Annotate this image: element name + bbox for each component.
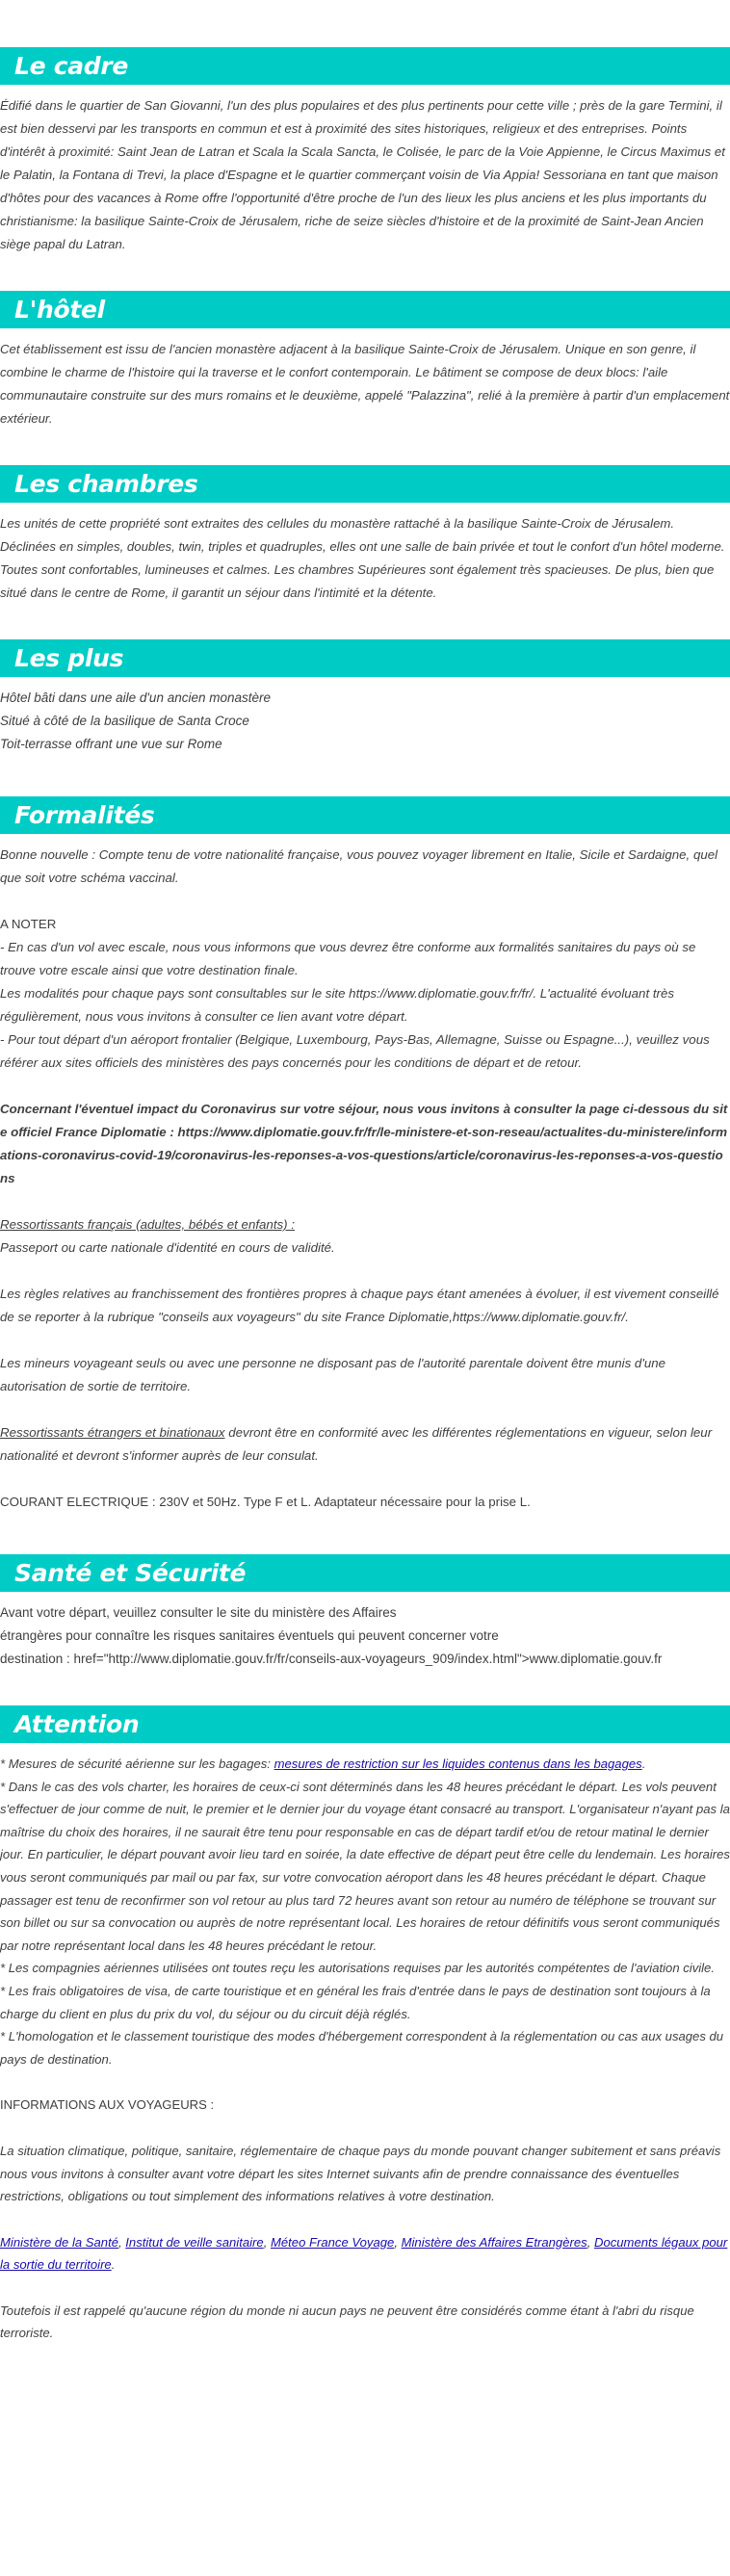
section-header-bar — [0, 291, 730, 328]
links-end: . — [111, 2257, 116, 2273]
sante-line: Avant votre départ, veuillez consulter le site du ministère des Affaires — [0, 1605, 397, 1620]
formalites-regles: Les règles relatives au franchissement des frontières propres à chaque pays étant amenées à évoluer, il est vivement conseillé de se reporter à la rubrique "conseils aux voyageurs" du site France Diplomatie,https://www.diplomatie.gouv.fr/. — [0, 1287, 719, 1324]
formalites-courant: COURANT ELECTRIQUE : 230V et 50Hz. Type F et L. Adaptateur nécessaire pour la prise L. — [0, 1495, 531, 1509]
section-header-bar — [0, 1705, 730, 1743]
section-content — [0, 834, 730, 1514]
link-sante[interactable]: Ministère de la Santé — [0, 2234, 119, 2250]
bagages-link[interactable]: mesures de restriction sur les liquides contenus dans les bagages — [274, 1756, 642, 1771]
formalites-passeport: Passeport ou carte nationale d'identité en cours de validité. — [0, 1240, 335, 1255]
formalites-mineurs: Les mineurs voyageant seuls ou avec une personne ne disposant pas de l'autorité parentale doivent être munis d'une autorisation de sortie de territoire. — [0, 1356, 666, 1393]
link-affaires[interactable]: Ministère des Affaires Etrangères — [401, 2234, 587, 2250]
attention-links — [0, 2231, 730, 2277]
sante-line: destination : href="http://www.diplomatie.gouv.fr/fr/conseils-aux-voyageurs_909/index.html">www.diplomatie.gouv.fr — [0, 1652, 663, 1666]
section-sante — [0, 1554, 730, 1671]
section-header-bar — [0, 465, 730, 503]
section-title: Attention — [14, 1710, 140, 1738]
link-separator: , — [118, 2234, 126, 2250]
link-separator: , — [394, 2234, 402, 2250]
section-formalites — [0, 796, 730, 1514]
plus-item: Situé à côté de la basilique de Santa Croce — [0, 714, 249, 728]
link-separator: , — [587, 2234, 594, 2250]
chambres-text: Les unités de cette propriété sont extraites des cellules du monastère rattaché à la basilique Sainte-Croix de Jérusalem. Déclinées en simples, doubles, twin, triples et quadruples, elles ont une salle de bain privée et tout le confort d'un hôtel moderne. Toutes sont confortables, lumineuses et calmes. Les chambres Supérieures sont également très spacieuses. De plus, bien que situé dans le centre de Rome, il garantit un séjour dans l'intimité et la détente. — [0, 516, 725, 600]
formalites-note2: Les modalités pour chaque pays sont consultables sur le site https://www.diplomatie.gouv.fr/fr/. L'actualité évoluant très régulièrement, nous vous invitons à consulter ce lien avant votre départ. — [0, 986, 675, 1024]
formalites-intro: Bonne nouvelle : Compte tenu de votre nationalité française, vous pouvez voyager librement en Italie, Sicile et Sardaigne, quel que soit votre schéma vaccinal. — [0, 847, 718, 885]
bagages-end: . — [641, 1756, 646, 1771]
attention-toutefois: Toutefois il est rappelé qu'aucune région du monde ni aucun pays ne peuvent être considérés comme étant à l'abri du risque terroriste. — [0, 2303, 694, 2341]
section-content — [0, 503, 730, 605]
section-title: Formalités — [14, 801, 155, 829]
section-content — [0, 85, 730, 256]
bagages-text: * Mesures de sécurité aérienne sur les bagages: — [0, 1756, 274, 1771]
section-title: Le cadre — [14, 52, 129, 80]
section-attention — [0, 1705, 730, 2345]
section-content — [0, 677, 730, 756]
section-header-bar — [0, 796, 730, 834]
formalites-ressortissants-fr: Ressortissants français (adultes, bébés et enfants) : — [0, 1217, 295, 1232]
hotel-text: Cet établissement est issu de l'ancien monastère adjacent à la basilique Sainte-Croix de Jérusalem. Unique en son genre, il combine le charme de l'histoire qui la traverse et le confort contemporain. Le bâtiment se compose de deux blocs: l'aile communautaire construite sur des murs romains et le deuxième, appelé "Palazzina", relié à la première à partir d'un emplacement extérieur. — [0, 342, 730, 426]
section-title: L'hôtel — [14, 296, 105, 324]
link-veille[interactable]: Institut de veille sanitaire — [125, 2234, 264, 2250]
page — [0, 47, 730, 2345]
section-content — [0, 1743, 730, 2345]
plus-item: Hôtel bâti dans une aile d'un ancien monastère — [0, 690, 272, 705]
attention-compagnies: * Les compagnies aériennes utilisées ont toutes reçu les autorisations requises par les autorités compétentes de l'aviation civile. — [0, 1961, 715, 1976]
section-header-bar — [0, 1554, 730, 1592]
attention-homologation: * L'homologation et le classement touristique des modes d'hébergement correspondent à la réglementation ou cas aux usages du pays de destination. — [0, 2029, 724, 2067]
etrangers-text: devront être en conformité avec les différentes réglementations en vigueur, selon leur nationalité et devront s'informer auprès de leur consulat. — [0, 1425, 713, 1463]
attention-frais: * Les frais obligatoires de visa, de carte touristique et en général les frais d'entrée dans le pays de destination sont toujours à la charge du client en plus du prix du vol, du séjour ou du circuit déjà réglés. — [0, 1983, 711, 2021]
link-documents[interactable]: Documents légaux pour la sortie du territoire — [0, 2234, 728, 2273]
section-content — [0, 328, 730, 430]
link-separator: , — [263, 2234, 271, 2250]
section-title: Les plus — [14, 644, 124, 672]
formalites-covid: Concernant l'éventuel impact du Coronavirus sur votre séjour, nous vous invitons à consulter la page ci-dessous du site officiel France Diplomatie : https://www.diplomatie.gouv.fr/fr/le-ministere-et-son-reseau/actualites-du-ministere/informations-coronavirus-covid-19/coronavirus-les-reponses-a-vos-questions/article/coronavirus-les-reponses-a-vos-questions — [0, 1102, 728, 1185]
plus-item: Toit-terrasse offrant une vue sur Rome — [0, 737, 222, 751]
formalites-anoter: A NOTER — [0, 917, 57, 931]
etrangers-label: Ressortissants étrangers et binationaux — [0, 1425, 225, 1440]
cadre-text: Édifié dans le quartier de San Giovanni, l'un des plus populaires et des plus pertinents pour cette ville ; près de la gare Termini, il est bien desservi par les transports en commun et est à proximité des sites historiques, religieux et des entreprises. Points d'intérêt à proximité: Saint Jean de Latran et Scala la Scala Sancta, le Colisée, le parc de la Voie Appienne, le Circus Maximus et le Palatin, la Fontana di Trevi, la place d'Espagne et le quartier commerçant voisin de Via Appia! Sessoriana en tant que maison d'hôtes pour des vacances à Rome offre l'opportunité d'être proche de l'un des lieux les plus anciens et les plus importants du christianisme: la basilique Sainte-Croix de Jérusalem, riche de seize siècles d'histoire et de la proximité de Saint-Jean Ancien siège papal du Latran. — [0, 98, 725, 251]
section-plus — [0, 639, 730, 756]
formalites-etrangers — [0, 1421, 730, 1468]
attention-situation: La situation climatique, politique, sanitaire, réglementaire de chaque pays du monde pouvant changer subitement et sans préavis nous vous invitons à consulter avant votre départ les sites Internet suivants afin de prendre connaissance des éventuelles restrictions, obligations ou tout simplement des informations relatives à votre destination. — [0, 2143, 721, 2204]
section-hotel — [0, 291, 730, 430]
section-header-bar — [0, 639, 730, 677]
section-content — [0, 1592, 730, 1671]
formalites-note3: - Pour tout départ d'un aéroport frontalier (Belgique, Luxembourg, Pays-Bas, Allemagne, Suisse ou Espagne...), veuillez vous référer aux sites officiels des ministères des pays concernés pour les conditions de départ et de retour. — [0, 1032, 710, 1070]
sante-line: étrangères pour connaître les risques sanitaires éventuels qui peuvent concerner votre — [0, 1628, 499, 1643]
attention-bagages — [0, 1753, 730, 1776]
section-title: Les chambres — [14, 470, 198, 498]
link-meteo[interactable]: Méteo France Voyage — [270, 2234, 395, 2250]
section-chambres — [0, 465, 730, 605]
formalites-note1: - En cas d'un vol avec escale, nous vous informons que vous devrez être conforme aux formalités sanitaires du pays où se trouve votre escale ainsi que votre destination finale. — [0, 940, 696, 977]
section-title: Santé et Sécurité — [14, 1559, 247, 1587]
attention-infos: INFORMATIONS AUX VOYAGEURS : — [0, 2097, 215, 2113]
section-cadre — [0, 47, 730, 256]
attention-charter: * Dans le cas des vols charter, les horaires de ceux-ci sont déterminés dans les 48 heures précédant le départ. Les vols peuvent s'effectuer de jour comme de nuit, le premier et le dernier jour du voyage étant consacré au transport. L'organisateur n'ayant pas la maîtrise du choix des horaires, il ne saurait être tenu pour responsable en cas de départ tardif et/ou de retour matinal le dernier jour. En particulier, le départ pouvant avoir lieu tard en soirée, la date effective de départ peut être celle du lendemain. Les horaires vous seront communiqués par mail ou par fax, sur votre convocation aéroport dans les 48 heures précédant le départ. Chaque passager est tenu de reconfirmer son vol retour au plus tard 72 heures avant son retour au numéro de téléphone se trouvant sur son billet ou sur sa convocation ou auprès de notre représentant local. Les horaires de retour définitifs vous seront communiqués par notre représentant local dans les 48 heures précédant le retour. — [0, 1779, 730, 1953]
section-header-bar — [0, 47, 730, 85]
